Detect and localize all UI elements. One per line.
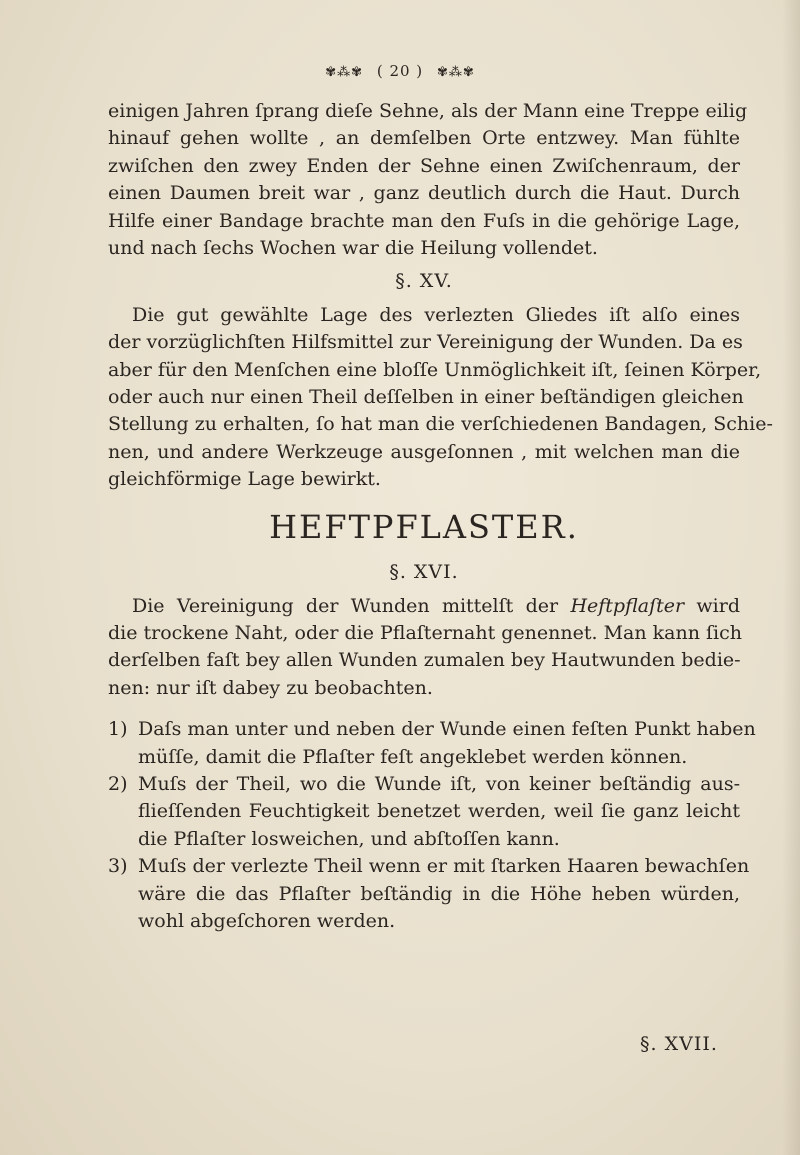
text-line: der vorzüglichſten Hilfsmittel zur Vereinigung der Wunden. Da es <box>108 331 743 354</box>
text-line: müſſe, damit die Pflaſter feſt angeklebet werden können. <box>138 745 688 768</box>
text-line: Stellung zu erhalten, ſo hat man die verſchiedenen Bandagen, Schie- <box>108 413 773 436</box>
body-text <box>108 98 773 935</box>
text-line: die trockene Naht, oder die Pflaſternaht genennet. Man kann ſich <box>108 621 742 644</box>
text-line: und nach ſechs Wochen war die Heilung vollendet. <box>108 237 598 260</box>
text-line: hinauf gehen wollte , an demſelben Orte entzwey. Man fühlte <box>108 127 740 150</box>
page-header <box>0 62 800 80</box>
paragraph-3 <box>108 593 740 703</box>
text-line: Die gut gewählte Lage des verlezten Gliedes iſt alſo eines <box>132 303 740 326</box>
ornament-right: ✾⁂✾ <box>436 65 475 80</box>
text-line: Hilfe einer Bandage brachte man den Fuſs in die gehörige Lage, <box>108 209 740 232</box>
text-line: wäre die das Pflaſter beſtändig in die Höhe heben würden, <box>138 882 740 905</box>
text-line: die Pflaſter losweichen, und abſtoſſen kann. <box>138 827 560 850</box>
text-line: gleichförmige Lage bewirkt. <box>108 468 381 491</box>
text-line: Daſs man unter und neben der Wunde einen feſten Punkt haben <box>138 718 756 741</box>
section-marker-xv: §. XV. <box>395 270 453 293</box>
text-line: zwiſchen den zwey Enden der Sehne einen Zwiſchenraum, der <box>108 154 740 177</box>
text-line: oder auch nur einen Theil deſſelben in einer beſtändigen gleichen <box>108 386 744 409</box>
list-number: 2) <box>108 772 128 795</box>
page-number: ( 20 ) <box>376 62 424 80</box>
text-line: aber für den Menſchen eine bloſſe Unmöglichkeit iſt, ſeinen Körper, <box>108 358 762 381</box>
text-line: Muſs der Theil, wo die Wunde iſt, von keiner beſtändig aus- <box>138 772 740 795</box>
list-item <box>108 771 740 853</box>
paragraph-1 <box>108 98 748 262</box>
text-line: nen, und andere Werkzeuge ausgeſonnen , mit welchen man die <box>108 440 740 463</box>
text-line: nen: nur iſt dabey zu beobachten. <box>108 676 433 699</box>
list-number: 3) <box>108 855 128 878</box>
paragraph-2 <box>108 302 773 494</box>
catchword-section: §. XVII. <box>640 1033 718 1055</box>
section-marker-xvi: §. XVI. <box>389 561 459 584</box>
list-item <box>108 853 750 935</box>
text-segment: wird <box>684 594 740 617</box>
list-number: 1) <box>108 718 128 741</box>
text-line: Muſs der verlezte Theil wenn er mit ſtarken Haaren bewachſen <box>138 855 750 878</box>
text-segment: Die Vereinigung der Wunden mittelſt der <box>132 594 571 617</box>
italic-term: Heftpflaſter <box>570 594 685 617</box>
text-line <box>108 593 740 620</box>
text-line: derſelben faſt bey allen Wunden zumalen bey Hautwunden bedie- <box>108 649 741 672</box>
text-line: einigen Jahren ſprang dieſe Sehne, als der Mann eine Treppe eilig <box>108 100 748 122</box>
list-item <box>108 716 756 771</box>
text-line: einen Daumen breit war , ganz deutlich durch die Haut. Durch <box>108 182 740 205</box>
chapter-heading: HEFTPFLASTER. <box>269 507 579 546</box>
text-line: wohl abgeſchoren werden. <box>138 909 396 932</box>
ornament-left: ✾⁂✾ <box>325 65 364 80</box>
text-line: flieſſenden Feuchtigkeit benetzet werden, weil ſie ganz leicht <box>138 800 740 823</box>
